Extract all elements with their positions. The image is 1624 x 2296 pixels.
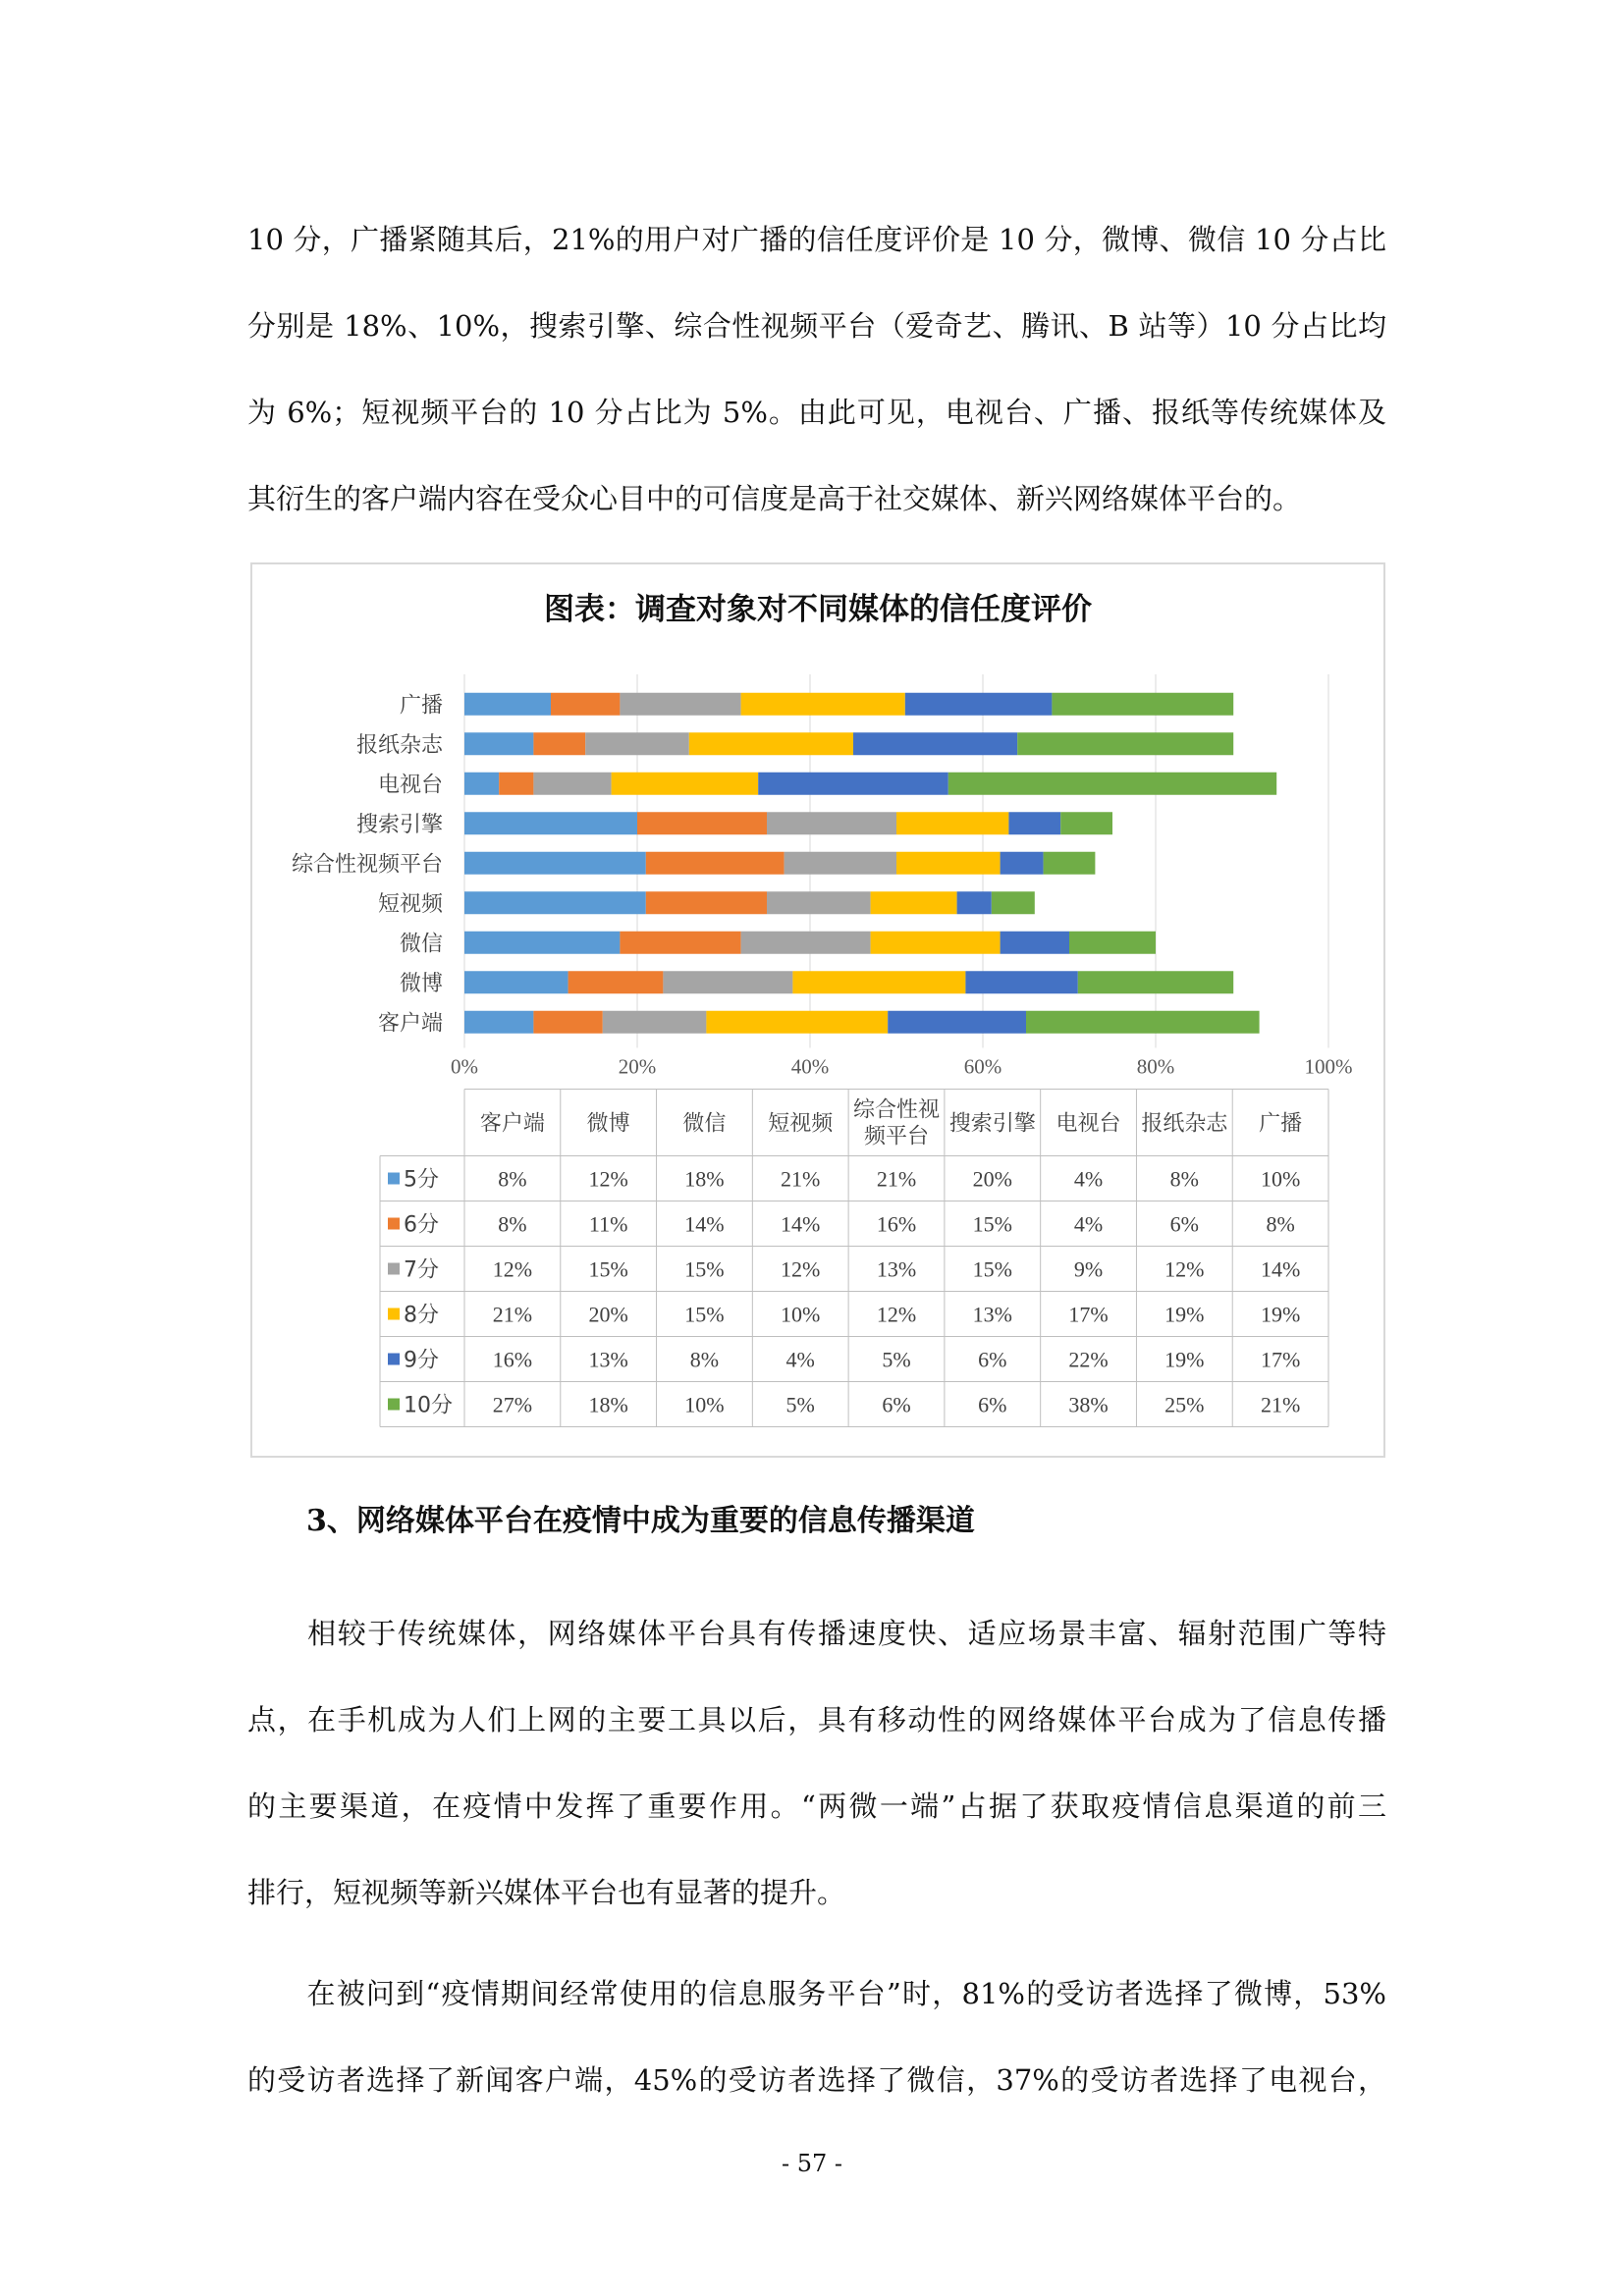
bar-segment bbox=[585, 732, 689, 755]
table-cell-value: 8% bbox=[1266, 1211, 1295, 1237]
table-header: 微博 bbox=[586, 1111, 630, 1137]
text-line: 在被问到“疫情期间经常使用的信息服务平台”时，81%的受访者选择了微博，53% bbox=[247, 1977, 1386, 2010]
table-header: 广播 bbox=[1259, 1111, 1303, 1137]
table-cell-value: 19% bbox=[1164, 1347, 1205, 1372]
table-header: 搜索引擎 bbox=[948, 1111, 1036, 1137]
x-tick-label: 40% bbox=[790, 1054, 830, 1079]
table-cell-value: 8% bbox=[1169, 1166, 1199, 1192]
legend-label: 7分 bbox=[404, 1257, 439, 1283]
table-header: 报纸杂志 bbox=[1141, 1111, 1228, 1137]
table-cell-value: 20% bbox=[972, 1166, 1012, 1192]
bar-segment bbox=[767, 891, 871, 914]
bar-segment bbox=[1026, 1011, 1260, 1034]
table-cell-value: 15% bbox=[588, 1256, 628, 1282]
table-cell-value: 6% bbox=[978, 1347, 1007, 1372]
bar-segment bbox=[871, 891, 957, 914]
table-cell-value: 13% bbox=[972, 1302, 1012, 1327]
table-cell-value: 8% bbox=[498, 1166, 527, 1192]
bar-segment bbox=[905, 693, 1053, 716]
table-cell-value: 14% bbox=[1260, 1256, 1301, 1282]
bar-segment bbox=[637, 812, 767, 834]
text-line: 的受访者选择了新闻客户端，45%的受访者选择了微信，37%的受访者选择了电视台， bbox=[247, 2063, 1386, 2097]
bar-segment bbox=[464, 891, 646, 914]
text-line: 为 6%；短视频平台的 10 分占比为 5%。由此可见，电视台、广播、报纸等传统媒体及 bbox=[247, 396, 1386, 429]
bar-segment bbox=[464, 693, 551, 716]
bar-segment bbox=[792, 971, 965, 993]
category-label: 微博 bbox=[399, 971, 443, 996]
bar-segment bbox=[948, 773, 1276, 795]
table-cell-value: 8% bbox=[689, 1347, 720, 1372]
bar-segment bbox=[568, 971, 664, 993]
text-line: 相较于传统媒体，网络媒体平台具有传播速度快、适应场景丰富、辐射范围广等特 bbox=[247, 1617, 1386, 1650]
bar-segment bbox=[499, 773, 533, 795]
text-line: 10 分，广播紧随其后，21%的用户对广播的信任度评价是 10 分，微博、微信 10 分占比 bbox=[247, 223, 1386, 256]
table-cell-value: 15% bbox=[972, 1256, 1012, 1282]
bar-segment bbox=[853, 732, 1017, 755]
table-cell-value: 16% bbox=[876, 1211, 917, 1237]
bar-segment bbox=[1060, 812, 1112, 834]
bar-segment bbox=[620, 932, 740, 954]
category-label: 客户端 bbox=[377, 1011, 443, 1037]
category-label: 微信 bbox=[399, 932, 443, 957]
bar-segment bbox=[758, 773, 948, 795]
bar-segment bbox=[1017, 732, 1233, 755]
table-cell-value: 19% bbox=[1164, 1302, 1205, 1327]
bar-segment bbox=[957, 891, 992, 914]
table-cell-value: 15% bbox=[684, 1256, 725, 1282]
legend-label: 10分 bbox=[404, 1393, 453, 1418]
table-cell-value: 12% bbox=[876, 1302, 917, 1327]
table-cell-value: 10% bbox=[684, 1392, 725, 1417]
bar-segment bbox=[741, 693, 905, 716]
text-line: 其衍生的客户端内容在受众心目中的可信度是高于社交媒体、新兴网络媒体平台的。 bbox=[247, 482, 1302, 515]
table-cell-value: 4% bbox=[785, 1347, 815, 1372]
bar-segment bbox=[1001, 932, 1069, 954]
table-cell-value: 17% bbox=[1068, 1302, 1109, 1327]
bar-segment bbox=[612, 773, 759, 795]
bar-segment bbox=[464, 732, 533, 755]
legend-label: 5分 bbox=[404, 1167, 439, 1193]
category-label: 电视台 bbox=[377, 773, 443, 798]
bar-segment bbox=[896, 812, 1008, 834]
table-cell-value: 21% bbox=[492, 1302, 533, 1327]
category-label: 搜索引擎 bbox=[355, 812, 443, 837]
table-cell-value: 17% bbox=[1260, 1347, 1301, 1372]
table-cell-value: 13% bbox=[588, 1347, 628, 1372]
table-cell-value: 9% bbox=[1073, 1256, 1104, 1282]
table-header: 电视台 bbox=[1056, 1111, 1121, 1137]
bar-segment bbox=[706, 1011, 888, 1034]
legend-label: 6分 bbox=[404, 1212, 439, 1238]
table-cell-value: 14% bbox=[781, 1211, 821, 1237]
table-cell-value: 6% bbox=[882, 1392, 911, 1417]
bar-segment bbox=[533, 1011, 602, 1034]
paragraph-3 bbox=[247, 1950, 1386, 2123]
bar-segment bbox=[888, 1011, 1026, 1034]
table-cell-value: 15% bbox=[972, 1211, 1012, 1237]
table-cell-value: 14% bbox=[684, 1211, 725, 1237]
chart-title: 图表：调查对象对不同媒体的信任度评价 bbox=[544, 592, 1092, 627]
page-number: - 57 - bbox=[781, 2150, 842, 2177]
bar-segment bbox=[533, 773, 611, 795]
x-tick-label: 0% bbox=[451, 1054, 478, 1079]
table-cell-value: 12% bbox=[781, 1256, 821, 1282]
paragraph-1 bbox=[247, 196, 1386, 542]
table-cell-value: 10% bbox=[781, 1302, 821, 1327]
table-cell-value: 27% bbox=[492, 1392, 533, 1417]
x-tick-label: 100% bbox=[1304, 1054, 1353, 1079]
table-cell-value: 22% bbox=[1068, 1347, 1109, 1372]
bar-segment bbox=[992, 891, 1035, 914]
table-cell-value: 6% bbox=[978, 1392, 1007, 1417]
table-cell-value: 18% bbox=[684, 1166, 725, 1192]
chart-container bbox=[250, 562, 1385, 1458]
table-cell-value: 12% bbox=[588, 1166, 628, 1192]
bar-segment bbox=[1078, 971, 1233, 993]
table-cell-value: 10% bbox=[1260, 1166, 1301, 1192]
table-cell-value: 19% bbox=[1260, 1302, 1301, 1327]
table-cell-value: 11% bbox=[588, 1211, 628, 1237]
bar-segment bbox=[1001, 852, 1044, 875]
x-tick-label: 60% bbox=[963, 1054, 1002, 1079]
bar-segment bbox=[533, 732, 585, 755]
x-tick-label: 20% bbox=[618, 1054, 657, 1079]
text-line: 的主要渠道，在疫情中发挥了重要作用。“两微一端”占据了获取疫情信息渠道的前三 bbox=[247, 1789, 1386, 1823]
bar-segment bbox=[663, 971, 792, 993]
bar-segment bbox=[689, 732, 853, 755]
legend-key bbox=[388, 1263, 400, 1275]
bar-segment bbox=[464, 773, 499, 795]
x-tick-label: 80% bbox=[1136, 1054, 1175, 1079]
table-cell-value: 4% bbox=[1073, 1211, 1104, 1237]
table-header: 综合性视频平台 bbox=[852, 1097, 941, 1149]
bar-segment bbox=[741, 932, 871, 954]
table-cell-value: 16% bbox=[492, 1347, 533, 1372]
text-line: 点，在手机成为人们上网的主要工具以后，具有移动性的网络媒体平台成为了信息传播 bbox=[247, 1703, 1386, 1736]
paragraph-2 bbox=[247, 1590, 1386, 1936]
bar-segment bbox=[603, 1011, 707, 1034]
table-cell-value: 15% bbox=[684, 1302, 725, 1327]
category-label: 报纸杂志 bbox=[355, 732, 443, 758]
table-header: 客户端 bbox=[479, 1111, 545, 1137]
legend-key bbox=[388, 1218, 400, 1230]
table-cell-value: 4% bbox=[1073, 1166, 1104, 1192]
bar-segment bbox=[785, 852, 896, 875]
bar-segment bbox=[871, 932, 1001, 954]
table-cell-value: 18% bbox=[588, 1392, 628, 1417]
section-heading: 3、网络媒体平台在疫情中成为重要的信息传播渠道 bbox=[306, 1504, 975, 1538]
table-cell-value: 20% bbox=[588, 1302, 628, 1327]
table-cell-value: 38% bbox=[1068, 1392, 1109, 1417]
table-header: 短视频 bbox=[768, 1111, 834, 1137]
bar-segment bbox=[464, 1011, 533, 1034]
legend-label: 8分 bbox=[404, 1303, 439, 1328]
bar-segment bbox=[464, 932, 620, 954]
bar-segment bbox=[464, 852, 646, 875]
table-cell-value: 12% bbox=[492, 1256, 533, 1282]
table-cell-value: 6% bbox=[1169, 1211, 1199, 1237]
bar-segment bbox=[1052, 693, 1233, 716]
bar-segment bbox=[767, 812, 896, 834]
bar-segment bbox=[464, 971, 568, 993]
legend-key bbox=[388, 1173, 400, 1185]
bar-segment bbox=[965, 971, 1077, 993]
legend-label: 9分 bbox=[404, 1348, 439, 1373]
category-label: 短视频 bbox=[377, 891, 443, 917]
legend-key bbox=[388, 1354, 400, 1365]
category-label: 综合性视频平台 bbox=[291, 852, 443, 878]
table-cell-value: 25% bbox=[1164, 1392, 1205, 1417]
bar-segment bbox=[1008, 812, 1060, 834]
table-cell-value: 21% bbox=[876, 1166, 917, 1192]
legend-key bbox=[388, 1308, 400, 1320]
table-cell-value: 21% bbox=[1260, 1392, 1301, 1417]
bar-segment bbox=[1044, 852, 1096, 875]
bar-segment bbox=[646, 852, 785, 875]
bar-segment bbox=[551, 693, 620, 716]
table-cell-value: 8% bbox=[498, 1211, 527, 1237]
bar-segment bbox=[896, 852, 1001, 875]
table-header: 微信 bbox=[682, 1111, 727, 1137]
stacked-bar-chart bbox=[252, 564, 1383, 1456]
bar-segment bbox=[620, 693, 740, 716]
table-cell-value: 5% bbox=[882, 1347, 911, 1372]
text-line: 排行，短视频等新兴媒体平台也有显著的提升。 bbox=[247, 1876, 846, 1909]
table-cell-value: 21% bbox=[781, 1166, 821, 1192]
category-label: 广播 bbox=[399, 693, 443, 719]
bar-segment bbox=[646, 891, 767, 914]
bar-segment bbox=[464, 812, 637, 834]
table-cell-value: 13% bbox=[876, 1256, 917, 1282]
table-cell-value: 12% bbox=[1164, 1256, 1205, 1282]
text-line: 分别是 18%、10%，搜索引擎、综合性视频平台（爱奇艺、腾讯、B 站等）10 分占比均 bbox=[247, 309, 1386, 343]
bar-segment bbox=[1069, 932, 1156, 954]
table-cell-value: 5% bbox=[785, 1392, 815, 1417]
legend-key bbox=[388, 1399, 400, 1411]
